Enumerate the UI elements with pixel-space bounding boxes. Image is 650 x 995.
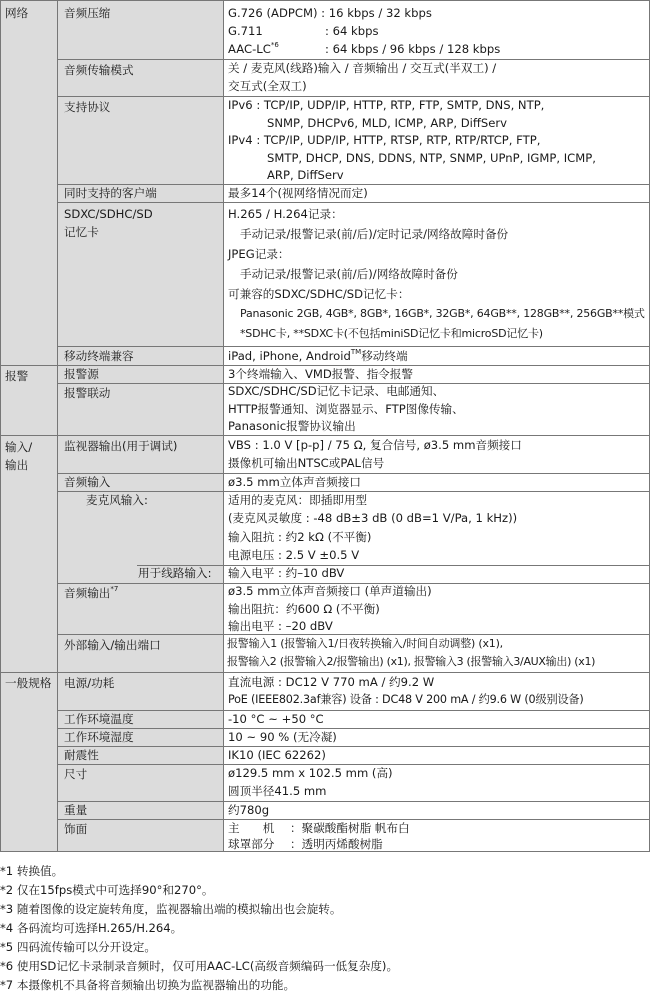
value-line: 报警输入2 (报警输入2/报警输出) (x1), 报警输入3 (报警输入3/AUX输出) (x1) xyxy=(227,655,596,668)
value-line: ø3.5 mm立体声音频接口 (单声道输出) xyxy=(228,584,432,598)
row-label-audio-out xyxy=(64,584,118,603)
value-shock: IK10 (IEC 62262) xyxy=(228,748,326,762)
value-line: 电源电压 : 2.5 V ±0.5 V xyxy=(228,548,360,562)
value-alarm-source: 3个终端输入、VMD报警、指令报警 xyxy=(228,367,413,381)
footnote: *2 仅在15fps模式中可选择90°和270°。 xyxy=(0,883,214,897)
value-line: *SDHC卡, **SDXC卡(不包括miniSD记忆卡和microSD记忆卡) xyxy=(240,327,543,340)
value-temp: -10 °C ~ +50 °C xyxy=(228,712,324,726)
row-label-ext-io: 外部输入/输出端口 xyxy=(64,638,161,652)
value-line: ø129.5 mm x 102.5 mm (高) xyxy=(228,766,393,780)
row-label-dimensions: 尺寸 xyxy=(64,767,88,781)
row-label-shock: 耐震性 xyxy=(64,748,99,762)
finish-main-part: 主 机 xyxy=(228,821,275,835)
row-label-audio-mode: 音频传输模式 xyxy=(64,63,134,77)
row-divider xyxy=(57,801,650,802)
footnote: *4 各码流均可选择H.265/H.264。 xyxy=(0,921,183,935)
value-audio-in: ø3.5 mm立体声音频接口 xyxy=(228,475,361,489)
value-line: 输入阻抗 : 约2 kΩ (不平衡) xyxy=(228,530,372,544)
footnote-ref: *7 xyxy=(110,585,119,594)
value-line: VBS : 1.0 V [p-p] / 75 Ω, 复合信号, ø3.5 mm音频接口 xyxy=(228,438,522,452)
finish-cover-value: ：透明丙烯酸树脂 xyxy=(290,837,383,851)
value-line: 摄像机可输出NTSC或PAL信号 xyxy=(228,456,385,470)
value-line: IPv6 : TCP/IP, UDP/IP, HTTP, RTP, FTP, SMTP, DNS, NTP, xyxy=(228,98,545,112)
category-io-line2: 输出 xyxy=(5,458,29,472)
finish-main-value: ：聚碳酸酯树脂 帆布白 xyxy=(290,821,410,835)
value-line: 直流电源 : DC12 V 770 mA / 约9.2 W xyxy=(228,675,435,689)
value-line: 输出阻抗：约600 Ω (不平衡) xyxy=(228,602,380,616)
category-io-line1: 输入/ xyxy=(5,440,33,454)
footnote: *3 随着图像的设定旋转角度，监视器输出端的模拟输出也会旋转。 xyxy=(0,902,342,916)
row-label-clients: 同时支持的客户端 xyxy=(64,186,157,200)
row-label-temp: 工作环境温度 xyxy=(64,712,134,726)
value-g726: G.726 (ADPCM) : 16 kbps / 32 kbps xyxy=(228,6,432,20)
row-label-alarm-action: 报警联动 xyxy=(64,386,111,400)
value-line: 适用的麦克风：即插即用型 xyxy=(228,493,368,507)
value-weight: 约780g xyxy=(228,803,270,817)
table-border xyxy=(0,1,1,851)
value-line: 圆顶半径41.5 mm xyxy=(228,784,327,798)
value-g711-name: G.711 xyxy=(228,24,263,38)
row-label-power: 电源/功耗 xyxy=(64,676,115,690)
row-label-monitor-out: 监视器输出(用于调试) xyxy=(64,439,178,453)
category-general: 一般规格 xyxy=(5,676,52,690)
value-aac-rate: : 64 kbps / 96 kbps / 128 kbps xyxy=(325,42,501,56)
row-divider xyxy=(137,565,650,566)
category-network: 网络 xyxy=(5,6,29,20)
value-aac xyxy=(228,40,279,59)
table-border xyxy=(223,1,224,851)
value-line: 可兼容的SDXC/SDHC/SD记忆卡： xyxy=(228,287,410,301)
row-label-audio-in: 音频输入 xyxy=(64,475,111,489)
row-divider xyxy=(57,746,650,747)
row-label-weight: 重量 xyxy=(64,803,88,817)
value-line: 交互式(全双工) xyxy=(228,79,307,93)
value-line: SNMP, DHCPv6, MLD, ICMP, ARP, DiffServ xyxy=(267,116,507,130)
value-humidity: 10 ~ 90 % (无冷凝) xyxy=(228,730,337,744)
row-label-sd-card: SDXC/SDHC/SD xyxy=(64,207,153,221)
value-line: JPEG记录： xyxy=(228,247,290,261)
value-line: PoE (IEEE802.3af兼容) 设备 : DC48 V 200 mA / 约9.6 W (0级别设备) xyxy=(228,693,584,706)
value-line: Panasonic报警协议输出 xyxy=(228,419,356,433)
row-label-mic-in: 麦克风输入: xyxy=(86,493,148,507)
value-line: SMTP, DHCP, DNS, DDNS, NTP, SNMP, UPnP, IGMP, ICMP, xyxy=(267,151,596,165)
trademark-sup: TM xyxy=(350,348,362,357)
value-line: H.265 / H.264记录： xyxy=(228,207,343,221)
value-line: 手动记录/报警记录(前/后)/网络故障时备份 xyxy=(240,267,458,281)
row-label-finish: 饰面 xyxy=(64,822,88,836)
footnote: *6 使用SD记忆卡录制录音频时，仅可用AAC-LC(高级音频编码一低复杂度)。 xyxy=(0,959,399,973)
value-line: 手动记录/报警记录(前/后)/定时记录/网络故障时备份 xyxy=(240,227,509,241)
row-label-sd-card-2: 记忆卡 xyxy=(64,225,99,239)
category-alarm: 报警 xyxy=(5,369,29,383)
value-aac-name: AAC-LC xyxy=(228,42,271,56)
value-line: IPv4 : TCP/IP, UDP/IP, HTTP, RTSP, RTP, RTP/RTCP, FTP, xyxy=(228,133,541,147)
row-divider xyxy=(57,728,650,729)
value-clients: 最多14个(视网络情况而定) xyxy=(228,186,368,200)
value-line: 关 / 麦克风(线路)输入 / 音频输出 / 交互式(半双工) / xyxy=(228,61,497,75)
value-line: SDXC/SDHC/SD记忆卡记录、电邮通知、 xyxy=(228,384,445,398)
value-g711-rate: : 64 kbps xyxy=(325,24,379,38)
footnote-ref: *6 xyxy=(270,41,279,50)
category-column xyxy=(0,1,57,851)
value-line: ARP, DiffServ xyxy=(267,168,344,182)
value-line-in: 输入电平 : 约–10 dBV xyxy=(228,566,345,580)
row-label-audio-compression: 音频压缩 xyxy=(64,6,111,20)
footnote: *5 四码流传输可以分开设定。 xyxy=(0,940,156,954)
row-divider xyxy=(57,710,650,711)
value-line: 报警输入1 (报警输入1/日夜转换输入/时间自动调整) (x1), xyxy=(227,637,503,650)
row-label-line-in: 用于线路输入: xyxy=(138,566,212,580)
value-line: 输出电平 : –20 dBV xyxy=(228,619,333,633)
value-line: HTTP报警通知、浏览器显示、FTP图像传输、 xyxy=(228,402,464,416)
footnote: *1 转换值。 xyxy=(0,864,64,878)
finish-cover-part: 球罩部分 xyxy=(228,837,275,851)
value-line: Panasonic 2GB, 4GB*, 8GB*, 16GB*, 32GB*, 64GB**, 128GB**, 256GB**模式 xyxy=(240,307,645,320)
value-mobile-suffix: 移动终端 xyxy=(361,349,408,363)
row-label-protocols: 支持协议 xyxy=(64,100,111,114)
audio-out-label: 音频输出 xyxy=(64,586,111,600)
value-mobile-devices: iPad, iPhone, Android xyxy=(228,349,351,363)
row-label-humidity: 工作环境湿度 xyxy=(64,730,134,744)
footnote: *7 本摄像机不具备将音频输出切换为监视器输出的功能。 xyxy=(0,978,296,992)
value-mobile xyxy=(228,347,408,366)
value-line: (麦克风灵敏度 : -48 dB±3 dB (0 dB=1 V/Pa, 1 kHz)) xyxy=(228,511,518,525)
row-label-mobile: 移动终端兼容 xyxy=(64,349,134,363)
row-label-alarm-source: 报警源 xyxy=(64,367,99,381)
table-border xyxy=(57,1,58,851)
